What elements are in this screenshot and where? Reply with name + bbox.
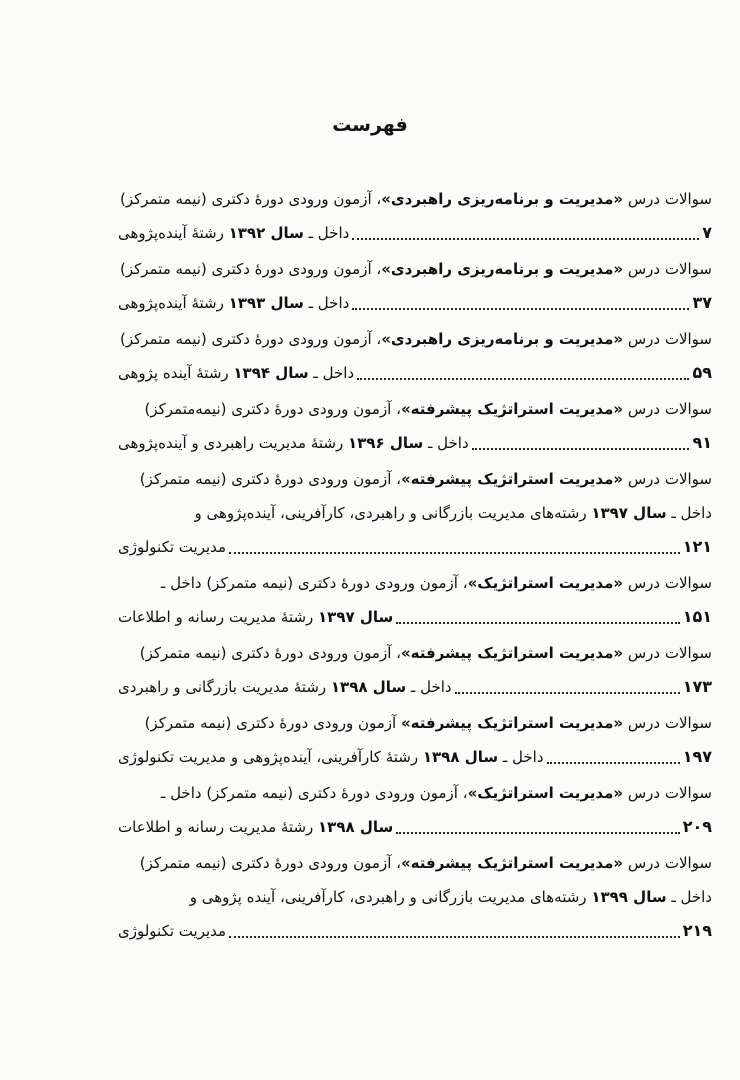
toc-entry-text: رشتهٔ آینده‌پژوهی [118, 224, 229, 242]
dot-leader [547, 761, 680, 764]
toc-entry-text: ، آزمون ورودی دورهٔ دکتری (نیمه متمرکز) داخل ـ [160, 574, 468, 592]
toc-entry-text: رشتهٔ آینده‌پژوهی [118, 294, 229, 312]
page-number: ۱۹۷ [682, 747, 712, 766]
toc-entry-text: سوالات درس [623, 644, 712, 662]
toc-entry-line [118, 848, 712, 878]
toc-entry-text: رشتهٔ مدیریت راهبردی و آینده‌پژوهی [118, 434, 348, 452]
page-title: فهرست [332, 114, 408, 136]
toc-entry-text: داخل ـ [423, 434, 469, 452]
toc-entry-text [118, 218, 349, 248]
toc-entry-text: رشته‌های مدیریت بازرگانی و راهبردی، کارآفرینی، آینده پژوهی و [189, 888, 592, 906]
toc-entry-year: سال ۱۳۹۸ [318, 818, 394, 836]
toc-entry-line [118, 394, 712, 424]
toc-entry-text: ، آزمون ورودی دورهٔ دکتری (نیمه متمرکز) داخل ـ [160, 784, 468, 802]
toc-entry-line [118, 184, 712, 214]
toc-entry-text [118, 812, 393, 842]
dot-leader [352, 307, 689, 310]
toc-entry-text: داخل ـ [308, 364, 355, 382]
toc-entry-final-line [118, 218, 712, 248]
toc-entry-text: ، آزمون ورودی دورهٔ دکتری (نیمه متمرکز) [139, 470, 401, 488]
toc-entry-year: سال ۱۳۹۷ [318, 608, 394, 626]
toc-entry-text: ، آزمون ورودی دورهٔ دکتری (نیمه متمرکز) [119, 330, 382, 348]
toc-entry-text: رشتهٔ مدیریت رسانه و اطلاعات [118, 608, 319, 626]
page-number: ۲۱۹ [682, 921, 712, 940]
toc-entry-year: سال ۱۳۹۶ [347, 434, 424, 452]
toc-entry-text: سوالات درس [623, 854, 712, 872]
toc-entry-text [118, 916, 226, 946]
toc-entry-text: سوالات درس [623, 574, 712, 592]
toc-entry-text [118, 742, 544, 772]
toc-entry-emphasis: «مدیریت استراتژیک» [467, 574, 624, 592]
toc-entry-line [118, 254, 712, 284]
toc-entry-final-line [118, 672, 712, 702]
toc-entry-text: مدیریت تکنولوژی [118, 538, 227, 556]
toc-entry-text: سوالات درس [623, 190, 712, 208]
toc-entry-year: سال ۱۳۹۳ [228, 294, 304, 312]
toc-entry-year: سال ۱۳۹۴ [233, 364, 309, 382]
toc-entry-text [118, 358, 354, 388]
toc-entry-text: سوالات درس [623, 470, 712, 488]
toc-entry-text: ، آزمون ورودی دورهٔ دکتری (نیمه متمرکز) [139, 854, 401, 872]
dot-leader [357, 377, 689, 380]
toc-entry-text [118, 428, 469, 458]
toc-entry-emphasis: «مدیریت استراتژیک پیشرفته» [400, 470, 624, 488]
toc-entry-final-line [118, 602, 712, 632]
toc-entry-emphasis: «مدیریت و برنامه‌ریزی راهبردی» [381, 260, 624, 278]
dot-leader [472, 447, 690, 450]
toc-entry-text: داخل ـ [666, 888, 712, 906]
toc-entry-text: رشتهٔ کارآفرینی، آینده‌پژوهی و مدیریت تکنولوژی [118, 748, 423, 766]
toc-entry-final-line [118, 358, 712, 388]
toc-entry-final-line [118, 288, 712, 318]
toc-entry-year: سال ۱۳۹۸ [330, 678, 407, 696]
toc-entry-text: ، آزمون ورودی دورهٔ دکتری (نیمه‌متمرکز) [144, 400, 401, 418]
toc-entry-emphasis: «مدیریت استراتژیک» [467, 784, 624, 802]
dot-leader [352, 237, 699, 240]
toc-entry-text: سوالات درس [623, 714, 712, 732]
toc-entry-final-line [118, 812, 712, 842]
toc-entry-text: رشتهٔ آینده پژوهی [118, 364, 234, 382]
page-number: ۱۲۱ [682, 537, 712, 556]
toc-entry-text: آزمون ورودی دورهٔ دکتری (نیمه متمرکز) [144, 714, 401, 732]
dot-leader [396, 831, 679, 834]
toc-entry-emphasis: «مدیریت استراتژیک پیشرفته» [400, 400, 624, 418]
toc-entry-emphasis: «مدیریت استراتژیک پیشرفته» [400, 854, 624, 872]
toc-entry-text: رشتهٔ مدیریت رسانه و اطلاعات [118, 818, 319, 836]
toc-entry-year: سال ۱۳۹۸ [422, 748, 499, 766]
toc-entry-line [118, 638, 712, 668]
toc-entry-emphasis: سال ۱۳۹۷ [591, 504, 667, 522]
toc-entry-line [118, 778, 712, 808]
toc-entry-line [118, 708, 712, 738]
toc-entry-line [118, 324, 712, 354]
toc-entry-text: سوالات درس [623, 260, 712, 278]
page-number: ۲۰۹ [682, 817, 712, 836]
toc-entry-line [118, 464, 712, 494]
toc-entry-final-line [118, 428, 712, 458]
toc-entry-emphasis: «مدیریت و برنامه‌ریزی راهبردی» [381, 330, 624, 348]
toc-entry-text: رشته‌های مدیریت بازرگانی و راهبردی، کارآفرینی، آینده‌پژوهی و [194, 504, 592, 522]
toc-entry-text [118, 672, 452, 702]
toc-entry-text: داخل ـ [303, 294, 350, 312]
toc-entry-text: ، آزمون ورودی دورهٔ دکتری (نیمه متمرکز) [139, 644, 401, 662]
toc-entry-text: سوالات درس [623, 400, 712, 418]
toc-entry-text: داخل ـ [303, 224, 350, 242]
page-number: ۷ [702, 223, 712, 242]
toc-entry-emphasis: «مدیریت استراتژیک پیشرفته» [400, 644, 624, 662]
dot-leader [396, 621, 679, 624]
toc-entry-text: سوالات درس [623, 784, 712, 802]
toc-entry-text: ، آزمون ورودی دورهٔ دکتری (نیمه متمرکز) [119, 190, 382, 208]
toc-entry-text: ، آزمون ورودی دورهٔ دکتری (نیمه متمرکز) [119, 260, 382, 278]
toc-entry-text: سوالات درس [623, 330, 712, 348]
toc-entry-emphasis: «مدیریت استراتژیک پیشرفته» [400, 714, 624, 732]
page-number: ۹۱ [692, 433, 712, 452]
toc-entry-text: رشتهٔ مدیریت بازرگانی و راهبردی [118, 678, 331, 696]
toc-entry-year: سال ۱۳۹۲ [228, 224, 304, 242]
toc-entry-final-line [118, 916, 712, 946]
page-number: ۱۵۱ [682, 607, 712, 626]
toc-entry-text [118, 288, 349, 318]
page-number: ۳۷ [692, 293, 712, 312]
toc-entry-text [118, 532, 226, 562]
toc-entry-final-line [118, 742, 712, 772]
toc-entry-text: داخل ـ [666, 504, 712, 522]
toc-entry-line [118, 882, 712, 912]
toc-entry-text [118, 602, 393, 632]
toc-entry-final-line [118, 532, 712, 562]
dot-leader [229, 935, 680, 938]
toc-entry-text: داخل ـ [406, 678, 452, 696]
toc-entry-text: مدیریت تکنولوژی [118, 922, 227, 940]
page-number: ۵۹ [692, 363, 712, 382]
page-number: ۱۷۳ [682, 677, 712, 696]
toc-entry-line [118, 498, 712, 528]
toc-entry-emphasis: سال ۱۳۹۹ [591, 888, 667, 906]
dot-leader [229, 551, 680, 554]
dot-leader [455, 691, 680, 694]
toc-entry-emphasis: «مدیریت و برنامه‌ریزی راهبردی» [381, 190, 624, 208]
toc-entry-text: داخل ـ [498, 748, 544, 766]
toc-entry-line [118, 568, 712, 598]
